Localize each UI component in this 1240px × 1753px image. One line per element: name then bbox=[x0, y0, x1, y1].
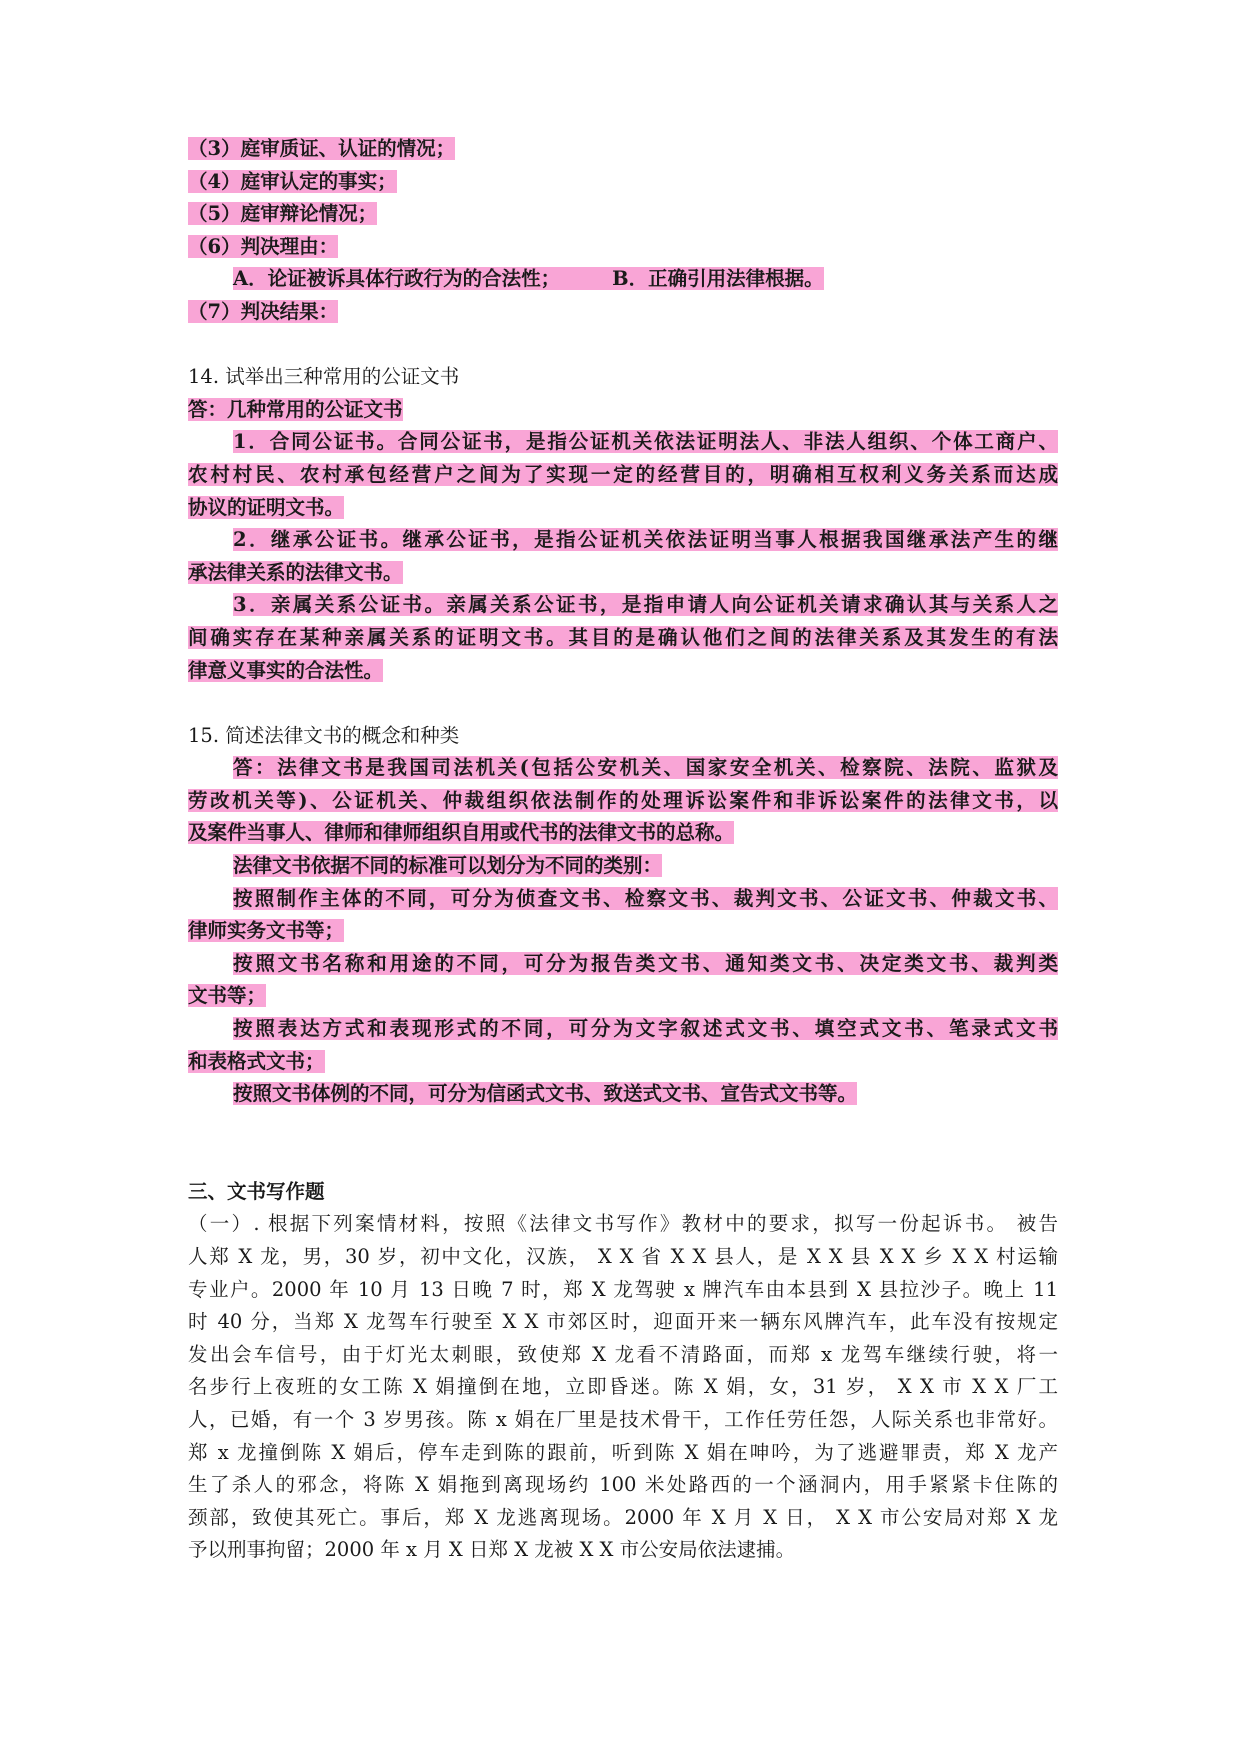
q15-p1-line3: 及案件当事人、律师和律师组织自用或代书的法律文书的总称。 bbox=[188, 821, 735, 845]
reason-line bbox=[188, 263, 1058, 296]
q14-p1-line1: 1．合同公证书。合同公证书，是指公证机关依法证明法人、非法人组织、个体工商户、 bbox=[233, 430, 1058, 454]
answer-14-head: 答：几种常用的公证文书 bbox=[188, 397, 403, 421]
case-line: 发出会车信号，由于灯光太刺眼，致使郑 X 龙看不清路面，而郑 x 龙驾车继续行驶，将一 bbox=[188, 1342, 1058, 1366]
q14-p3-line2: 间确实存在某种亲属关系的证明文书。其目的是确认他们之间的法律关系及其发生的有法 bbox=[188, 625, 1058, 649]
item-4: （4）庭审认定的事实； bbox=[188, 169, 397, 193]
q15-p3-line2: 律师实务文书等； bbox=[188, 919, 345, 943]
reason-a: A．论证被诉具体行政行为的合法性； bbox=[233, 267, 561, 291]
case-line: 郑 x 龙撞倒陈 X 娟后，停车走到陈的跟前，听到陈 X 娟在呻吟，为了逃避罪责，郑 X 龙产 bbox=[188, 1440, 1058, 1464]
case-line: 时 40 分，当郑 X 龙驾车行驶至 X X 市郊区时，迎面开来一辆东风牌汽车，此车没有按规定 bbox=[188, 1310, 1058, 1334]
case-line: （一）. 根据下列案情材料，按照《法律文书写作》教材中的要求，拟写一份起诉书。 被告 bbox=[188, 1212, 1058, 1236]
q15-p1-line2: 劳改机关等)、公证机关、仲裁组织依法制作的处理诉讼案件和非诉讼案件的法律文书，以 bbox=[188, 788, 1058, 812]
q14-p2-line2: 承法律关系的法律文书。 bbox=[188, 560, 403, 584]
case-line: 名步行上夜班的女工陈 X 娟撞倒在地，立即昏迷。陈 X 娟，女，31 岁， X X 市 X X 厂工 bbox=[188, 1375, 1058, 1399]
q15-p4-line1: 按照文书名称和用途的不同，可分为报告类文书、通知类文书、决定类文书、裁判类 bbox=[233, 951, 1058, 975]
case-line: 专业户。2000 年 10 月 13 日晚 7 时，郑 X 龙驾驶 x 牌汽车由本县到 X 县拉沙子。晚上 11 bbox=[188, 1277, 1058, 1301]
question-15: 15. 简述法律文书的概念和种类 bbox=[188, 723, 460, 747]
q15-p3-line1: 按照制作主体的不同，可分为侦查文书、检察文书、裁判文书、公证文书、仲裁文书、 bbox=[233, 886, 1058, 910]
q15-p6-line1: 按照文书体例的不同，可分为信函式文书、致送式文书、宣告式文书等。 bbox=[233, 1082, 858, 1106]
case-line: 颈部，致使其死亡。事后，郑 X 龙逃离现场。2000 年 X 月 X 日， X X 市公安局对郑 X 龙 bbox=[188, 1505, 1058, 1529]
item-5: （5）庭审辩论情况； bbox=[188, 202, 378, 226]
reason-b: B．正确引用法律根据。 bbox=[612, 267, 824, 291]
item-6: （6）判决理由： bbox=[188, 234, 339, 258]
section-3-heading: 三、文书写作题 bbox=[188, 1179, 325, 1203]
q14-p3-line1: 3．亲属关系公证书。亲属关系公证书，是指申请人向公证机关请求确认其与关系人之 bbox=[233, 593, 1058, 617]
item-7: （7）判决结果： bbox=[188, 299, 339, 323]
q14-p1-line2: 农村村民、农村承包经营户之间为了实现一定的经营目的，明确相互权利义务关系而达成 bbox=[188, 462, 1058, 486]
q14-p1-line3: 协议的证明文书。 bbox=[188, 495, 345, 519]
case-line: 予以刑事拘留；2000 年 x 月 X 日郑 X 龙被 X X 市公安局依法逮捕。 bbox=[188, 1538, 796, 1562]
q15-p5-line1: 按照表达方式和表现形式的不同，可分为文字叙述式文书、填空式文书、笔录式文书 bbox=[233, 1017, 1058, 1041]
case-line: 人，已婚，有一个 3 岁男孩。陈 x 娟在厂里是技术骨干，工作任劳任怨，人际关系也非常好。 bbox=[188, 1407, 1058, 1431]
document-body bbox=[188, 133, 1058, 1567]
q15-p4-line2: 文书等； bbox=[188, 984, 267, 1008]
question-14: 14. 试举出三种常用的公证文书 bbox=[188, 365, 460, 389]
q15-p5-line2: 和表格式文书； bbox=[188, 1049, 325, 1073]
case-line: 生了杀人的邪念，将陈 X 娟拖到离现场约 100 米处路西的一个涵洞内，用手紧紧卡住陈的 bbox=[188, 1473, 1058, 1497]
q15-p2-line1: 法律文书依据不同的标准可以划分为不同的类别： bbox=[233, 854, 663, 878]
q14-p2-line1: 2．继承公证书。继承公证书，是指公证机关依法证明当事人根据我国继承法产生的继 bbox=[233, 528, 1058, 552]
q14-p3-line3: 律意义事实的合法性。 bbox=[188, 658, 384, 682]
item-3: （3）庭审质证、认证的情况； bbox=[188, 137, 456, 160]
case-line: 人郑 X 龙，男，30 岁，初中文化，汉族， X X 省 X X 县人，是 X X 县 X X 乡 X X 村运输 bbox=[188, 1245, 1058, 1268]
q15-p1-line1: 答：法律文书是我国司法机关(包括公安机关、国家安全机关、检察院、法院、监狱及 bbox=[233, 756, 1058, 780]
